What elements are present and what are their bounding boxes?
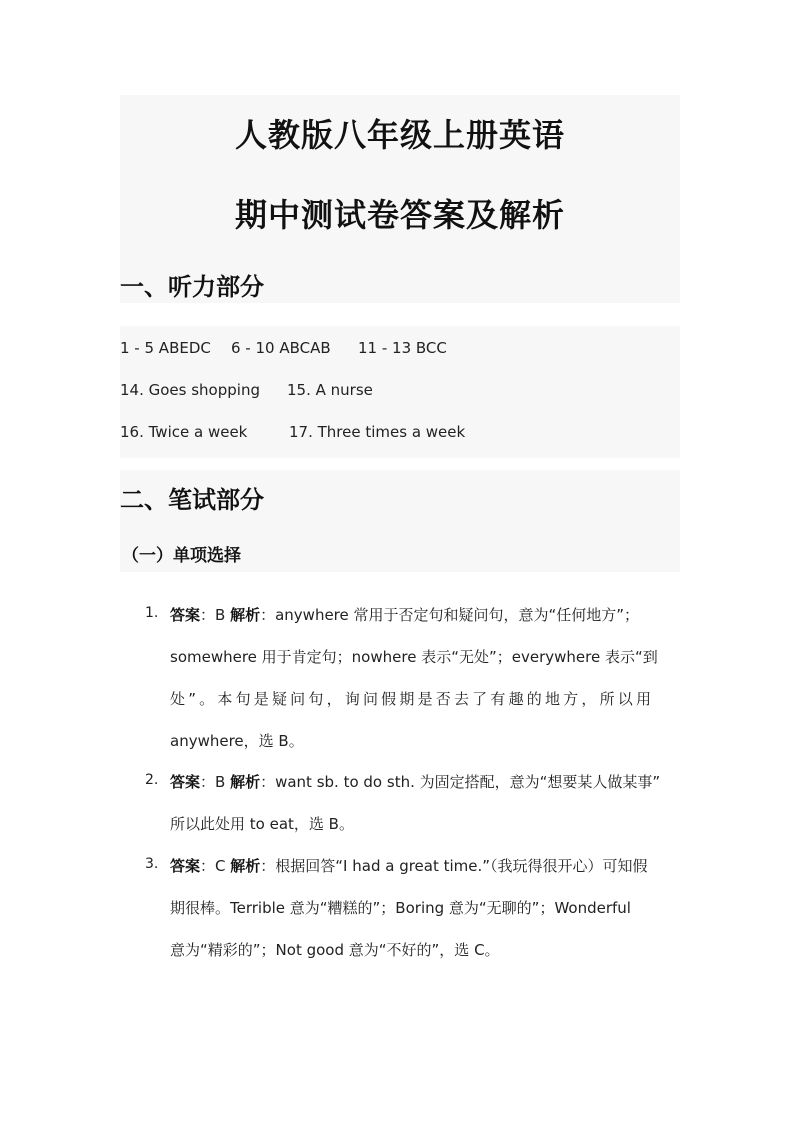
answer-value: ：B	[200, 606, 231, 624]
answer-6-10: 6 - 10 ABCAB	[231, 339, 331, 357]
question-1-line-2: somewhere 用于肯定句；nowhere 表示“无处”；everywhere 表示“到	[170, 648, 658, 666]
answer-value: ：B	[200, 773, 231, 791]
question-1-line-3: 处”。本句是疑问句，询问假期是否去了有趣的地方，所以用	[170, 690, 655, 708]
answer-15: 15. A nurse	[287, 381, 373, 399]
section-heading-listening: 一、听力部分	[120, 273, 264, 301]
subsection-heading-single-choice: （一）单项选择	[122, 546, 241, 566]
question-1-line-1	[170, 604, 680, 625]
question-number: 2.	[145, 772, 159, 788]
answer-label: 答案	[170, 606, 201, 624]
question-1-line-4: anywhere，选 B。	[170, 732, 304, 750]
analysis-text: ：anywhere 常用于否定句和疑问句，意为“任何地方”；	[260, 606, 640, 624]
question-2-line-2: 所以此处用 to eat，选 B。	[170, 815, 354, 833]
analysis-label: 解析	[230, 606, 261, 624]
question-3-line-3: 意为“精彩的”；Not good 意为“不好的”，选 C。	[170, 941, 500, 959]
answer-11-13: 11 - 13 BCC	[358, 339, 447, 357]
answer-17: 17. Three times a week	[289, 423, 466, 441]
answer-value: ：C	[200, 857, 231, 875]
answer-1-5: 1 - 5 ABEDC	[120, 339, 211, 357]
answer-label: 答案	[170, 857, 201, 875]
question-3-line-2: 期很棒。Terrible 意为“糟糕的”；Boring 意为“无聊的”；Wonderful	[170, 899, 631, 917]
document-title-line2: 期中测试卷答案及解析	[234, 196, 565, 234]
analysis-label: 解析	[230, 857, 261, 875]
document-title-line1: 人教版八年级上册英语	[234, 116, 565, 154]
analysis-text: ：want sb. to do sth. 为固定搭配，意为“想要某人做某事”	[260, 773, 661, 791]
answer-16: 16. Twice a week	[120, 423, 248, 441]
question-number: 3.	[145, 856, 159, 872]
section-heading-written: 二、笔试部分	[120, 486, 264, 514]
question-number: 1.	[145, 605, 159, 621]
analysis-text: ：根据回答“I had a great time.”（我玩得很开心）可知假	[260, 857, 648, 875]
analysis-label: 解析	[230, 773, 261, 791]
answer-label: 答案	[170, 773, 201, 791]
question-2-line-1	[170, 771, 680, 792]
answer-14: 14. Goes shopping	[120, 381, 260, 399]
question-3-line-1	[170, 855, 680, 876]
